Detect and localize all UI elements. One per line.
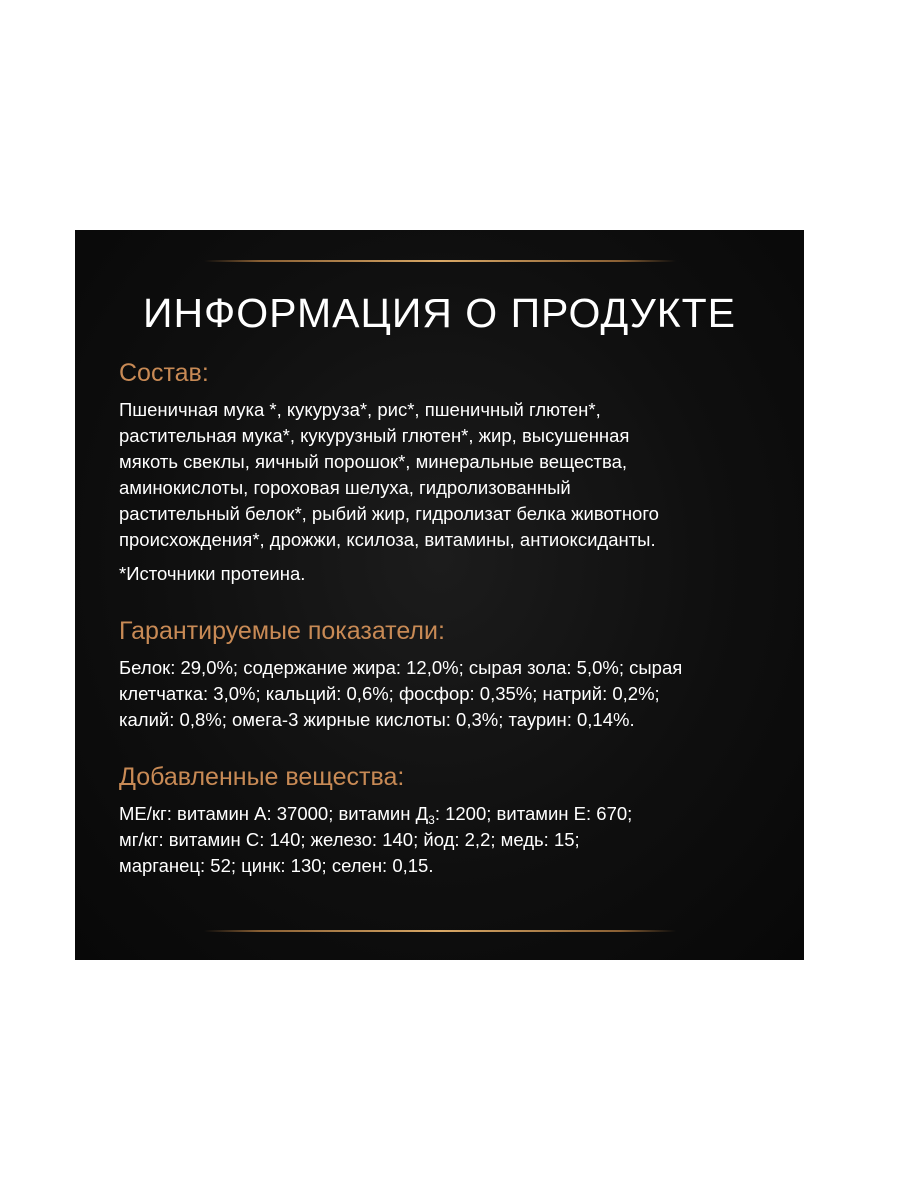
- composition-line: мякоть свеклы, яичный порошок*, минеральные вещества,: [119, 451, 628, 472]
- additives-line: марганец: 52; цинк: 130; селен: 0,15.: [119, 855, 434, 876]
- guaranteed-line: Белок: 29,0%; содержание жира: 12,0%; сырая зола: 5,0%; сырая: [119, 657, 683, 678]
- guaranteed-line: клетчатка: 3,0%; кальций: 0,6%; фосфор: 0,35%; натрий: 0,2%;: [119, 683, 660, 704]
- composition-heading: Состав:: [119, 359, 209, 387]
- additives-line: мг/кг: витамин С: 140; железо: 140; йод: 2,2; медь: 15;: [119, 829, 580, 850]
- additives-section: [119, 761, 789, 879]
- composition-section: [119, 357, 789, 587]
- page-title: ИНФОРМАЦИЯ О ПРОДУКТЕ: [142, 290, 737, 336]
- additives-heading: Добавленные вещества:: [119, 763, 405, 791]
- composition-line: аминокислоты, гороховая шелуха, гидролизованный: [119, 477, 571, 498]
- bottom-gold-divider: [204, 930, 676, 932]
- product-info-panel: [75, 230, 804, 960]
- info-content: [119, 357, 789, 879]
- composition-line: растительный белок*, рыбий жир, гидролизат белка животного: [119, 503, 659, 524]
- additives-line: [119, 801, 789, 827]
- protein-sources-note: *Источники протеина.: [119, 563, 306, 584]
- top-gold-divider: [204, 260, 676, 262]
- guaranteed-heading: Гарантируемые показатели:: [119, 617, 445, 645]
- composition-line: растительная мука*, кукурузный глютен*, жир, высушенная: [119, 425, 630, 446]
- composition-line: происхождения*, дрожжи, ксилоза, витамины, антиоксиданты.: [119, 529, 656, 550]
- composition-line: Пшеничная мука *, кукуруза*, рис*, пшеничный глютен*,: [119, 399, 601, 420]
- vitamin-d-subscript: 3: [428, 813, 435, 827]
- guaranteed-section: [119, 615, 789, 733]
- guaranteed-line: калий: 0,8%; омега-3 жирные кислоты: 0,3%; таурин: 0,14%.: [119, 709, 635, 730]
- additives-line1-start: МЕ/кг: витамин А: 37000; витамин Д: [119, 803, 429, 824]
- additives-line1-end: : 1200; витамин Е: 670;: [434, 803, 633, 824]
